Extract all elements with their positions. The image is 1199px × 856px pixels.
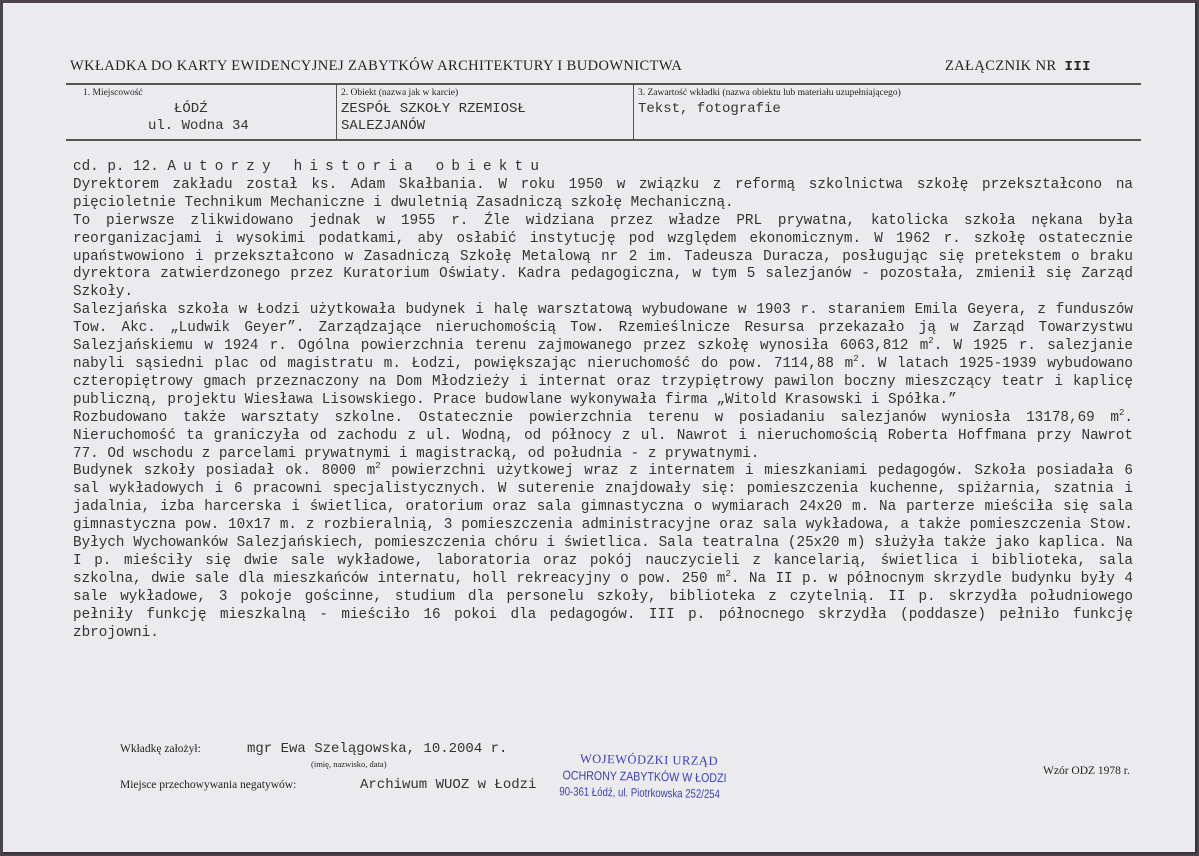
negatives-value: Archiwum WUOZ w Łodzi: [360, 777, 537, 793]
section-heading: [73, 159, 1133, 177]
contents-label: 3. Zawartość wkładki (nazwa obiektu lub materiału uzupełniającego): [638, 88, 901, 98]
locality-city: ŁÓDŹ: [174, 101, 208, 117]
locality-label: 1. Miejscowość: [83, 88, 143, 98]
superscript: 2: [1119, 407, 1125, 418]
paragraph-3-part-b: . W 1925 r. salezjanie nabyli sąsiedni plac od magistratu m. Łodzi, powiększając nieruchomość do pow. 7114,88 m: [73, 338, 1134, 372]
contents-value: Tekst, fotografie: [638, 101, 781, 117]
paragraph-1: Dyrektorem zakładu został ks. Adam Skałbania. W roku 1950 w związku z reformą szkolnictwa szkołę przekształcono na pięcioletnie Technikum Mechaniczne i dwuletnią Zasadniczą szkołę Mechaniczną.: [73, 176, 1133, 211]
info-table: [66, 83, 1141, 141]
annex-number: III: [1064, 59, 1091, 75]
annex-label: [945, 58, 1091, 75]
stamp-line-3: 90-361 Łódź, ul. Piotrkowska 252/254: [559, 784, 721, 802]
history-text: [73, 159, 1133, 642]
object-name-line2: SALEZJANÓW: [341, 118, 426, 134]
superscript: 2: [725, 568, 731, 579]
superscript: 2: [853, 353, 859, 364]
stamp-line-1: WOJEWÓDZKI URZĄD: [579, 751, 719, 769]
author-hint: (imię, nazwisko, data): [311, 759, 387, 769]
stamp-line-2: OCHRONY ZABYTKÓW W ŁODZI: [562, 768, 727, 786]
author-label: Wkładkę założył:: [120, 743, 201, 755]
superscript: 2: [928, 336, 934, 347]
superscript: 2: [375, 461, 381, 472]
paragraph-3-part-a: Salezjańska szkoła w Łodzi użytkowała budynek i halę warsztatową wybudowane w 1903 r. staraniem Emila Geyera, z funduszów Tow. Akc. „Ludwik Geyer”. Zarządzające nieruchomością Tow. Rzemieślnicze Resursa przekazało ją w Zarząd Towarzystwu Salezjańskiemu w 1924 r. Ogólna powierzchnia terenu zajmowanego przez szkołę wynosiła 6063,812 m: [73, 302, 1133, 355]
paragraph-3-part-c: . W latach 1925-1939 wybudowano czteropiętrowy gmach przeznaczony na Dom Młodzieży i internat oraz trzypiętrowy pawilon boczny mieszczący teatr i kaplicę publiczną, projektu Wiesława Lisowskiego. Prace budowlane wykonywała firma „Witold Krasowski i Spółka.”: [73, 355, 1133, 408]
negatives-label: Miejsce przechowywania negatywów:: [120, 779, 297, 791]
office-stamp: [559, 751, 760, 802]
paragraph-5: [73, 463, 1133, 642]
document-page: [3, 3, 1197, 854]
contents-cell: [633, 85, 1141, 139]
paragraph-4: [73, 407, 1133, 464]
paragraph-5-part-c: . Na II p. w północnym skrzydle budynku były 4 sale wykładowe, 3 pokoje gościnne, studium dla personelu szkoły, biblioteka z czytelnią. II p. skrzydła południowego pełniły funkcję mieszkalną - mieściło 16 pokoi dla pedagogów. III p. północnego skrzydła (poddasze) pełniło funkcję zbrojowni.: [73, 570, 1133, 641]
form-title: WKŁADKA DO KARTY EWIDENCYJNEJ ZABYTKÓW ARCHITEKTURY I BUDOWNICTWA: [70, 58, 683, 74]
locality-street: ul. Wodna 34: [148, 118, 249, 134]
paragraph-3: [73, 302, 1133, 409]
heading-prefix: cd. p. 12.: [73, 159, 159, 175]
annex-label-text: ZAŁĄCZNIK NR: [945, 58, 1057, 74]
object-name-line1: ZESPÓŁ SZKOŁY RZEMIOSŁ: [341, 101, 526, 117]
locality-cell: [66, 85, 336, 139]
heading-title: Autorzy historia obiektu: [167, 159, 547, 175]
paragraph-2: To pierwsze zlikwidowano jednak w 1955 r. Źle widziana przez władze PRL prywatna, katolicka szkoła nękana była reorganizacjami i wysokimi podatkami, aby osłabić instytucję pod względem ekonomicznym. W 1962 r. szkołę ostatecznie upaństwowiono i przekształcono w Zasadniczą Szkołę Metalową nr 2 im. Tadeusza Duracza, posługując się pretekstem o braku dyrektora zatwierdzonego przez Kuratorium Oświaty. Kadra pedagogiczna, w tym 5 salezjanów - pozostała, zmienił się Zarząd Szkoły.: [73, 212, 1133, 301]
paragraph-5-part-a: Budynek szkoły posiadał ok. 8000 m: [73, 463, 376, 480]
paragraph-5-part-b: powierzchni użytkowej wraz z internatem i mieszkaniami pedagogów. Szkoła posiadała 6 sal wykładowych i 6 pracowni specjalistycznych. W suterenie znajdowały się: pomieszczenia kuchenne, spiżarnia, szatnia i jadalnia, izba harcerska i świetlica, oratorium oraz sala gimnastyczna o wymiarach 24x20 m. Na parterze mieściła się sala gimnastyczna pow. 10x17 m. z rozbieralnią, 3 pomieszczenia administracyjne oraz sala wykładowa, a także pomieszczenia Stow. Byłych Wychowanków Salezjańskiech, pomieszczenia chóru i świetlica. Sala teatralna (25x20 m) służyła także jako kaplica. Na I p. mieściły się dwie sale wykładowe, laboratoria oraz pokój nauczycieli z kancelarią, świetlica i biblioteka, sala szkolna, dwie sale dla mieszkańców internatu, holl rekreacyjny o pow. 250 m: [73, 463, 1133, 587]
paragraph-4-part-a: Rozbudowano także warsztaty szkolne. Ostatecznie powierzchnia terenu w posiadaniu salezjanów wyniosła 13178,69 m: [73, 409, 1119, 426]
object-label: 2. Obiekt (nazwa jak w karcie): [341, 88, 459, 98]
paragraph-4-part-b: . Nieruchomość ta graniczyła od zachodu z ul. Wodną, od północy z ul. Nawrot i nieruchomością Roberta Hoffmana przy Nawrot 77. Od wschodu z parcelami prywatnymi i magistracką, od południa - z prywatnymi.: [73, 409, 1133, 462]
author-value: mgr Ewa Szelągowska, 10.2004 r.: [247, 741, 508, 757]
template-note: Wzór ODZ 1978 r.: [1043, 765, 1130, 777]
object-cell: [336, 85, 633, 139]
